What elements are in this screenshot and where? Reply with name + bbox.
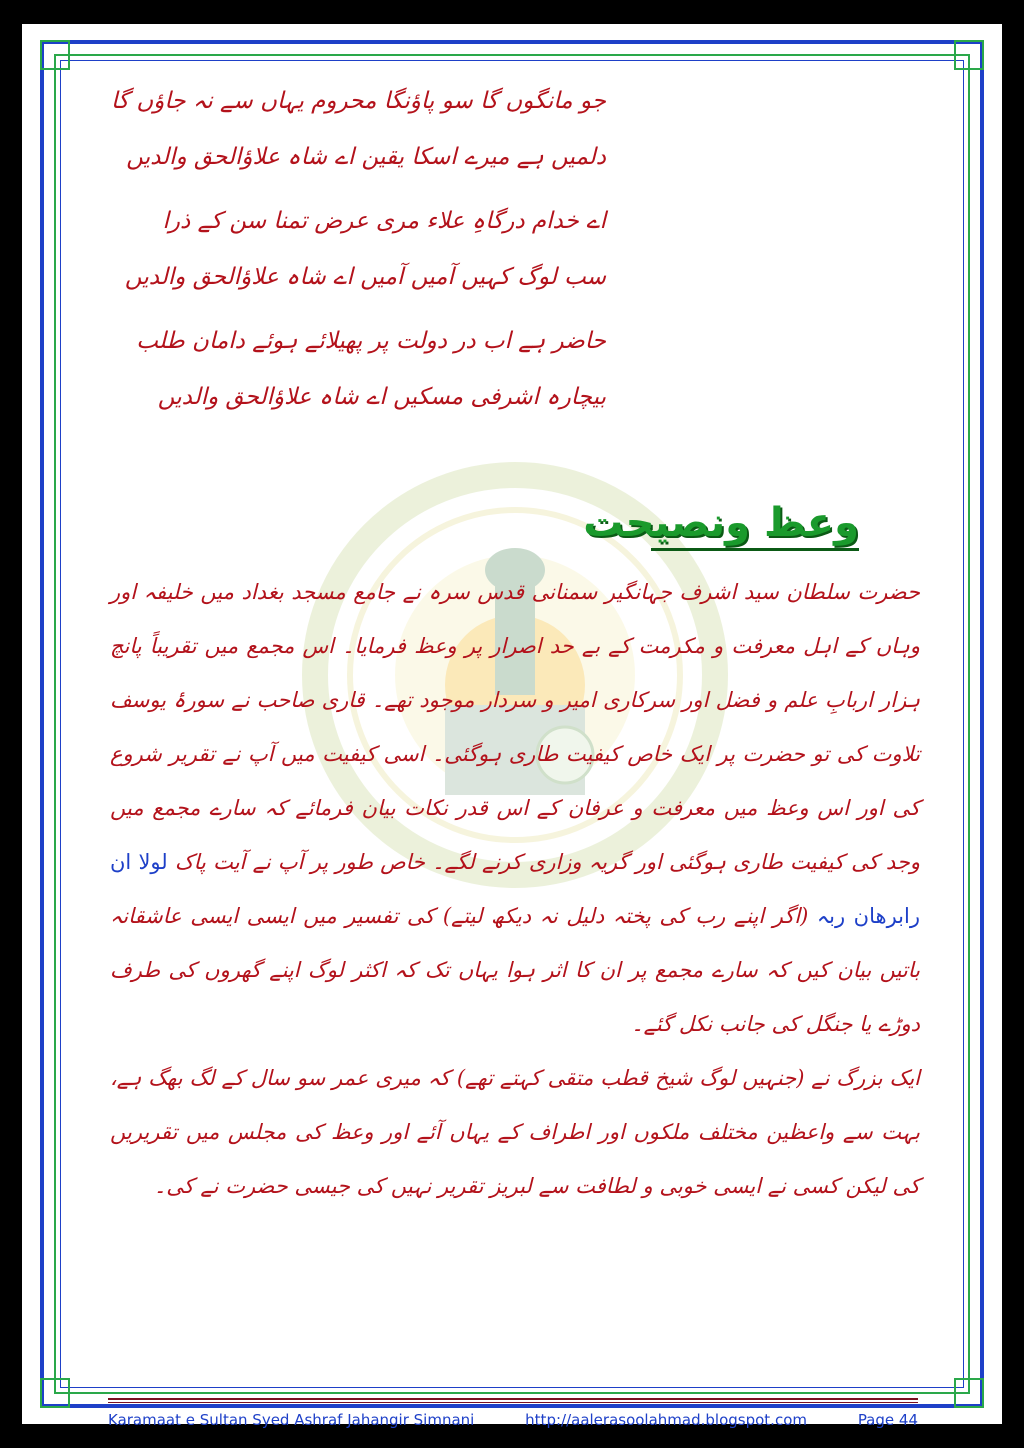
corner-ornament <box>40 1378 70 1408</box>
corner-ornament <box>954 1378 984 1408</box>
paragraph-2: ایک بزرگ نے (جنہیں لوگ شیخ قطب متقی کہتے تھے) کہ میری عمر سو سال کے لگ بھگ ہے، بہت سے واعظین مختلف ملکوں اور اطراف کے یہاں آئے اور وعظ کی مجلس میں تقریریں کی لیکن کسی نے ایسی خوبی و لطافت سے لبریز تقریر نہیں کی جیسی حضرت نے کی۔ <box>110 1066 920 1198</box>
footer-page-number: Page 44 <box>857 1411 918 1429</box>
paragraph-1-continued: (اگر اپنے رب کی پختہ دلیل نہ دیکھ لیتے) کی تفسیر میں ایسی ایسی عاشقانہ باتیں بیان کیں کہ سارے مجمع پر ان کا اثر ہوا یہاں تک کہ اکثر لوگ اپنے گھروں کی طرف دوڑے یا جنگل کی جانب نکل گئے۔ <box>110 904 920 1036</box>
corner-ornament <box>954 40 984 70</box>
paragraph-1-text: حضرت سلطان سید اشرف جہانگیر سمنانی قدس سرہ نے جامع مسجد بغداد میں خلیفہ اور وہاں کے اہل معرفت و مکرمت کے بے حد اصرار پر وعظ فرمایا۔ اس مجمع میں تقریباً پانچ ہزار اربابِ علم و فضل اور سرکاری امیر و سردار موجود تھے۔ قاری صاحب نے سورۂ یوسف تلاوت کی تو حضرت پر ایک خاص کیفیت طاری ہوگئی۔ اسی کیفیت میں آپ نے تقریر شروع کی اور اس وعظ میں معرفت و عرفان کے اس قدر نکات بیان فرمائے کہ سارے مجمع میں وجد کی کیفیت طاری ہوگئی اور گریہ وزاری کرنے لگے۔ خاص طور پر آپ نے آیت پاک <box>110 580 920 874</box>
quranic-verse: لولا ان رابرھان ربہ <box>110 850 920 928</box>
section-heading: وعظ ونصیحت <box>583 500 859 546</box>
poem-stanza-1 <box>111 85 606 197</box>
corner-ornament <box>40 40 70 70</box>
page-footer <box>108 1408 918 1432</box>
poem-stanza-2 <box>124 205 606 317</box>
heading-underline <box>651 548 859 551</box>
poem-line: اے خدام درگاہِ علاء مری عرض تمنا سن کے ذرا <box>162 208 606 234</box>
poem-line: دلمیں ہے میرے اسکا یقین اے شاہ علاؤالحق والدیں <box>126 144 606 170</box>
poem-line: حاضر ہے اب در دولت پر پھیلائے ہوئے دامان طلب <box>136 328 606 354</box>
poem-line: بیچارہ اشرفی مسکیں اے شاہ علاؤالحق والدیں <box>157 384 606 410</box>
footer-rule-thin <box>108 1402 918 1403</box>
footer-url-link[interactable]: http://aalerasoolahmad.blogspot.com <box>525 1411 807 1429</box>
poem-line: سب لوگ کہیں آمیں آمیں اے شاہ علاؤالحق والدیں <box>124 264 606 290</box>
poem-stanza-3 <box>126 325 606 437</box>
footer-rule <box>108 1398 918 1400</box>
paragraph-1 <box>110 565 920 1051</box>
footer-book-title: Karamaat e Sultan Syed Ashraf Jahangir Simnani <box>108 1411 475 1429</box>
poem-line: جو مانگوں گا سو پاؤنگا محروم یہاں سے نہ جاؤں گا <box>111 88 606 114</box>
article-body <box>110 565 920 1213</box>
